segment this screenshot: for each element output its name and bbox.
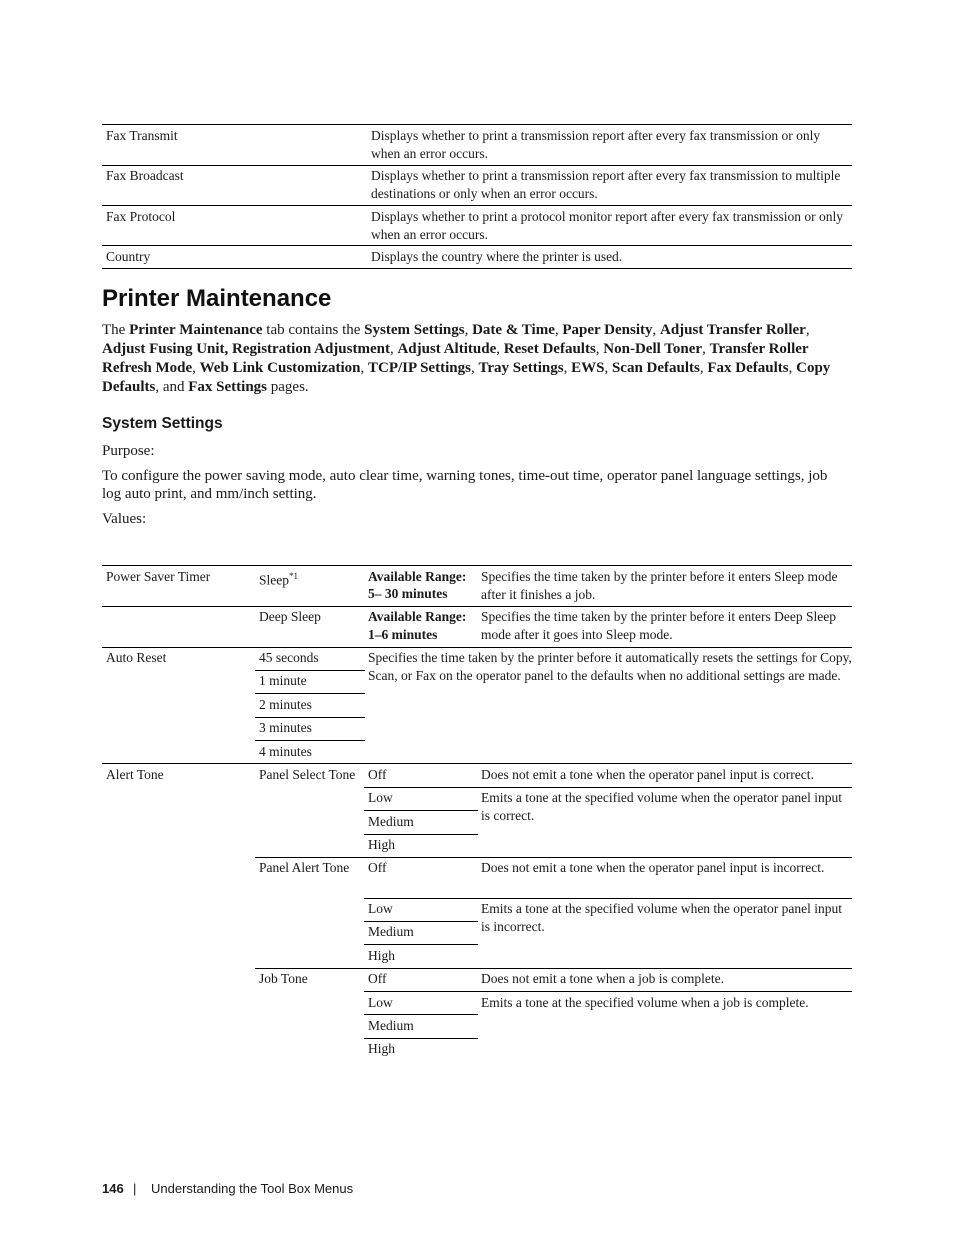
- option-desc: Emits a tone at the specified volume when the operator panel input is incorrect.: [481, 901, 843, 934]
- tone-group-label: Job Tone: [259, 971, 308, 986]
- tone-group-label: Panel Alert Tone: [259, 860, 350, 875]
- table-row-name: Fax Transmit: [106, 128, 178, 143]
- table-rule: [255, 670, 365, 671]
- intro-term: Adjust Transfer Roller: [660, 322, 806, 338]
- intro-term: Date & Time: [472, 322, 555, 338]
- table-row-name: Fax Broadcast: [106, 168, 184, 183]
- intro-term: System Settings: [364, 322, 465, 338]
- tone-group-label: Panel Select Tone: [259, 767, 356, 782]
- tone-option-level: Medium: [368, 924, 414, 939]
- table-rule: [255, 717, 365, 718]
- purpose-text: To configure the power saving mode, auto clear time, warning tones, time-out time, operator panel language settings, job log auto print, and mm/inch setting.: [102, 468, 828, 502]
- intro-text: The: [102, 322, 130, 338]
- sleep-option: [259, 568, 298, 589]
- intro-text: ,: [496, 341, 504, 357]
- table-rule: [364, 810, 478, 811]
- sleep-label: Sleep: [259, 572, 289, 588]
- tone-option-level: Medium: [368, 814, 414, 829]
- tone-option-level: Medium: [368, 1018, 414, 1033]
- table-row-desc: Displays whether to print a transmission report after every fax transmission or only when an error occurs.: [371, 128, 821, 161]
- table-rule: [102, 606, 852, 607]
- table-rule: [102, 647, 852, 648]
- auto-reset-option: 1 minute: [259, 673, 307, 688]
- option-desc: Specifies the time taken by the printer before it automatically resets the settings for Copy, Scan, or Fax on the operator panel to the defaults when no additional settings are made.: [368, 650, 852, 683]
- tone-option-level: Low: [368, 995, 393, 1010]
- intro-text: ,: [389, 341, 398, 357]
- range-value: 1–6 minutes: [368, 627, 438, 642]
- footer-separator: |: [133, 1181, 137, 1196]
- table-rule: [102, 565, 852, 566]
- table-rule: [102, 763, 852, 764]
- option-desc: Does not emit a tone when a job is complete.: [481, 971, 724, 986]
- intro-text: ,: [470, 360, 479, 376]
- intro-text: ,: [699, 360, 708, 376]
- table-rule: [102, 165, 852, 166]
- table-row-name: Country: [106, 249, 151, 264]
- table-row-name: Fax Protocol: [106, 209, 176, 224]
- tone-option-level: Low: [368, 790, 393, 805]
- intro-term: Transfer Roller Refresh Mode: [102, 341, 809, 376]
- range-value: 5– 30 minutes: [368, 586, 448, 601]
- setting-name: Alert Tone: [106, 767, 164, 782]
- table-rule: [364, 991, 852, 992]
- section-intro: [102, 321, 847, 397]
- intro-term: Non-Dell Toner: [603, 341, 703, 357]
- intro-text: tab contains the: [262, 322, 365, 338]
- intro-text: ,: [554, 322, 563, 338]
- intro-term: Fax Settings: [188, 379, 267, 395]
- intro-text: , and: [155, 379, 189, 395]
- range-label: Available Range:: [368, 609, 467, 624]
- setting-name: Auto Reset: [106, 650, 167, 665]
- tone-option-level: High: [368, 837, 395, 852]
- tone-option-level: Low: [368, 901, 393, 916]
- tone-option-level: High: [368, 948, 395, 963]
- auto-reset-option: 3 minutes: [259, 720, 312, 735]
- table-rule: [364, 898, 852, 899]
- subsection-title: System Settings: [102, 415, 223, 432]
- table-rule: [255, 968, 852, 969]
- table-rule: [364, 921, 478, 922]
- option-desc: Does not emit a tone when the operator panel input is incorrect.: [481, 860, 825, 875]
- tone-option-off: Off: [368, 971, 387, 986]
- page-number: 146: [102, 1181, 124, 1196]
- values-label: Values:: [102, 511, 147, 527]
- intro-text: ,: [563, 360, 572, 376]
- table-rule: [364, 1038, 478, 1039]
- option-desc: Emits a tone at the specified volume when a job is complete.: [481, 995, 809, 1010]
- intro-term: EWS: [571, 360, 605, 376]
- auto-reset-option: 4 minutes: [259, 744, 312, 759]
- table-rule: [102, 268, 852, 269]
- table-row-desc: Displays whether to print a transmission report after every fax transmission to multiple destinations or only when an error occurs.: [371, 168, 841, 201]
- table-rule: [255, 857, 852, 858]
- option-desc: Does not emit a tone when the operator panel input is correct.: [481, 767, 814, 782]
- intro-text: ,: [464, 322, 473, 338]
- table-rule: [364, 1014, 478, 1015]
- intro-text: pages.: [267, 379, 309, 395]
- section-title: Printer Maintenance: [102, 285, 332, 312]
- option-desc: Emits a tone at the specified volume when the operator panel input is correct.: [481, 790, 843, 823]
- intro-text: ,: [652, 322, 660, 338]
- intro-text: ,: [702, 341, 710, 357]
- auto-reset-option: 2 minutes: [259, 697, 312, 712]
- setting-name: Power Saver Timer: [106, 569, 211, 584]
- intro-term: Paper Density: [562, 322, 653, 338]
- intro-text: ,: [604, 360, 612, 376]
- intro-text: ,: [788, 360, 797, 376]
- tone-option-off: Off: [368, 860, 387, 875]
- intro-term: Web Link Customization: [199, 360, 361, 376]
- tone-option-off: Off: [368, 767, 387, 782]
- footer-chapter-title: Understanding the Tool Box Menus: [151, 1181, 354, 1196]
- option-desc: Specifies the time taken by the printer before it enters Sleep mode after it finishes a job.: [481, 569, 838, 602]
- intro-term: Adjust Altitude: [397, 341, 497, 357]
- intro-term: TCP/IP Settings: [368, 360, 471, 376]
- table-rule: [102, 245, 852, 246]
- intro-term: Printer Maintenance: [129, 322, 263, 338]
- tone-option-level: High: [368, 1041, 395, 1056]
- table-rule: [255, 740, 365, 741]
- table-rule: [364, 834, 478, 835]
- table-rule: [255, 693, 365, 694]
- range-label: Available Range:: [368, 569, 467, 584]
- intro-term: Copy Defaults: [102, 360, 831, 395]
- table-row-desc: Displays the country where the printer is used.: [371, 249, 623, 264]
- table-rule: [102, 124, 852, 125]
- intro-term: Fax Defaults: [707, 360, 789, 376]
- intro-term: Reset Defaults: [503, 341, 596, 357]
- footnote-marker: *1: [289, 571, 298, 581]
- purpose-label: Purpose:: [102, 443, 155, 459]
- intro-text: ,: [805, 322, 810, 338]
- table-rule: [102, 205, 852, 206]
- intro-text: ,: [360, 360, 368, 376]
- option-desc: Specifies the time taken by the printer before it enters Deep Sleep mode after it goes into Sleep mode.: [481, 609, 836, 642]
- intro-term: Tray Settings: [478, 360, 564, 376]
- table-rule: [364, 944, 478, 945]
- auto-reset-option: 45 seconds: [259, 650, 319, 665]
- intro-text: ,: [595, 341, 604, 357]
- table-row-desc: Displays whether to print a protocol monitor report after every fax transmission or only when an error occurs.: [371, 209, 844, 242]
- table-rule: [364, 787, 852, 788]
- intro-term: Scan Defaults: [611, 360, 700, 376]
- deep-sleep-option: Deep Sleep: [259, 609, 321, 624]
- intro-text: ,: [192, 360, 200, 376]
- intro-term: Adjust Fusing Unit, Registration Adjustment: [102, 341, 390, 357]
